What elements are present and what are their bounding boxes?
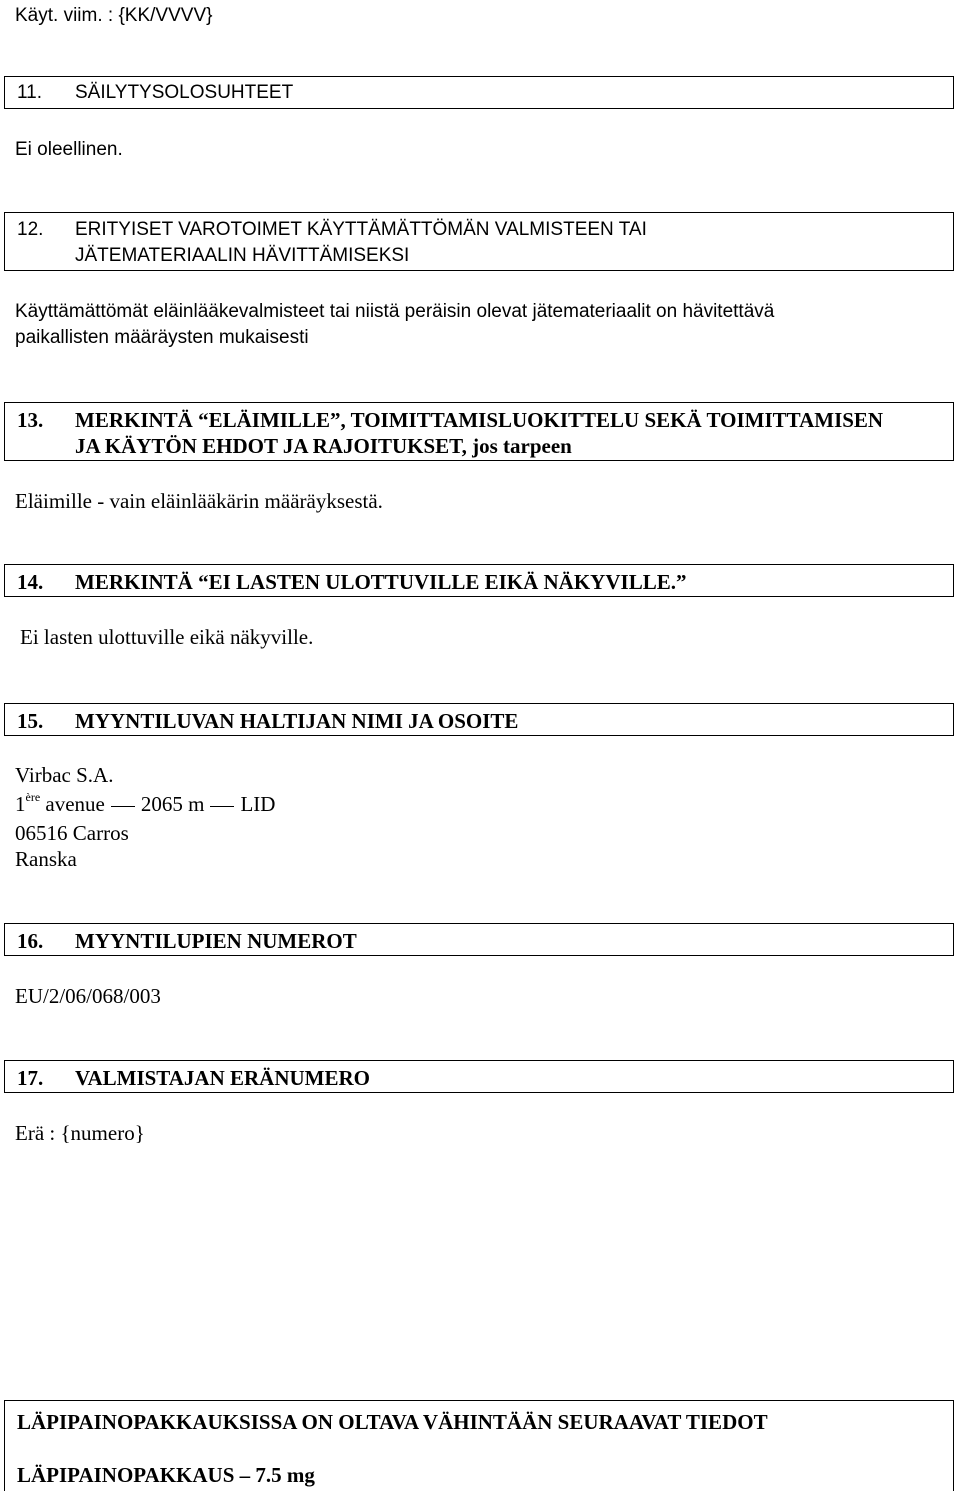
section-title: MERKINTÄ “EI LASTEN ULOTTUVILLE EIKÄ NÄKYVILLE.” xyxy=(75,570,687,594)
address-street xyxy=(15,791,275,817)
section-title: MYYNTILUVAN HALTIJAN NIMI JA OSOITE xyxy=(75,709,519,733)
section-12-header xyxy=(4,212,954,271)
section-13-header xyxy=(4,402,954,461)
dash-separator xyxy=(210,806,234,807)
section-title: MYYNTILUPIEN NUMEROT xyxy=(75,929,357,953)
section-16-header xyxy=(4,923,954,956)
section-title-line2: JÄTEMATERIAALIN HÄVITTÄMISEKSI xyxy=(75,245,410,266)
section-12-body-line1: Käyttämättömät eläinlääkevalmisteet tai niistä peräisin olevat jätemateriaalit on hävitettävä xyxy=(15,301,775,322)
address-street-distance: 2065 m xyxy=(140,792,205,816)
address-street-lid: LID xyxy=(240,792,276,816)
address-country: Ranska xyxy=(15,847,77,871)
section-number: 12. xyxy=(17,219,44,240)
section-14-header xyxy=(4,564,954,597)
address-city: 06516 Carros xyxy=(15,821,129,845)
address-street-name: avenue xyxy=(45,792,105,816)
blister-box-title: LÄPIPAINOPAKKAUKSISSA ON OLTAVA VÄHINTÄÄN SEURAAVAT TIEDOT xyxy=(17,1410,768,1434)
section-12-body-line2: paikallisten määräysten mukaisesti xyxy=(15,327,309,348)
address-street-suffix: ère xyxy=(25,790,41,804)
section-11-header xyxy=(4,76,954,109)
section-title: SÄILYTYSOLOSUHTEET xyxy=(75,82,294,103)
section-number: 13. xyxy=(17,408,44,432)
blister-box-subtitle: LÄPIPAINOPAKKAUS – 7.5 mg xyxy=(17,1463,315,1487)
section-number: 14. xyxy=(17,570,44,594)
section-title-line2: JA KÄYTÖN EHDOT JA RAJOITUKSET, jos tarpeen xyxy=(75,434,572,458)
section-17-body: Erä : {numero} xyxy=(15,1121,145,1145)
section-11-body: Ei oleellinen. xyxy=(15,139,123,160)
address-street-number: 1 xyxy=(15,792,26,816)
section-number: 17. xyxy=(17,1066,44,1090)
last-use-date: Käyt. viim. : {KK/VVVV} xyxy=(15,5,213,26)
section-number: 11. xyxy=(17,82,43,103)
dash-separator xyxy=(111,806,135,807)
blister-pack-box xyxy=(4,1400,954,1491)
section-17-header xyxy=(4,1060,954,1093)
section-title-line1: ERITYISET VAROTOIMET KÄYTTÄMÄTTÖMÄN VALMISTEEN TAI xyxy=(75,219,647,240)
address-company: Virbac S.A. xyxy=(15,763,114,787)
section-13-body: Eläimille - vain eläinlääkärin määräyksestä. xyxy=(15,489,383,513)
section-number: 15. xyxy=(17,709,44,733)
section-number: 16. xyxy=(17,929,44,953)
section-16-body: EU/2/06/068/003 xyxy=(15,984,161,1008)
section-title-line1: MERKINTÄ “ELÄIMILLE”, TOIMITTAMISLUOKITTELU SEKÄ TOIMITTAMISEN xyxy=(75,408,884,432)
section-title: VALMISTAJAN ERÄNUMERO xyxy=(75,1066,370,1090)
section-14-body: Ei lasten ulottuville eikä näkyville. xyxy=(20,625,314,649)
section-15-header xyxy=(4,703,954,736)
